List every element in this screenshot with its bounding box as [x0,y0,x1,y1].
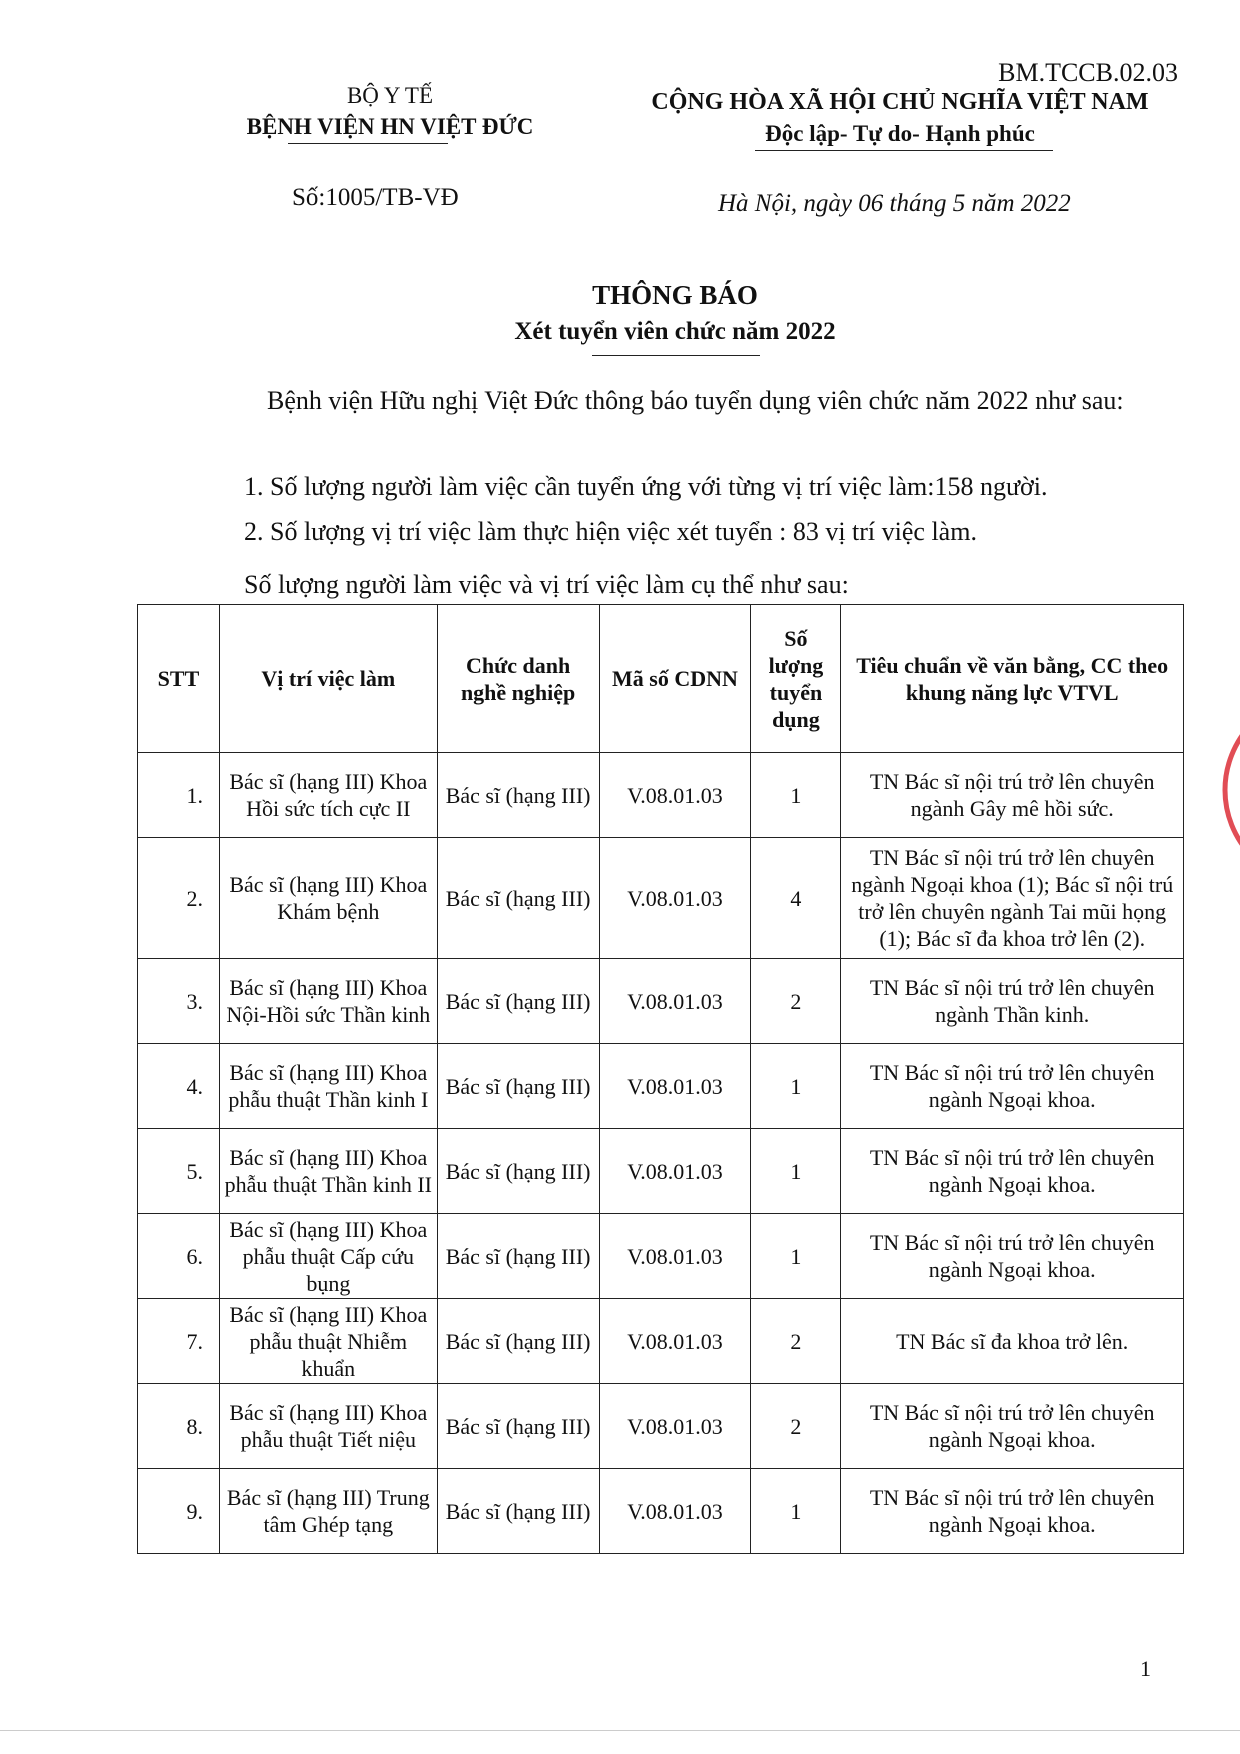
cell-title: Bác sĩ (hạng III) [437,1129,599,1214]
document-number: Số:1005/TB-VĐ [292,184,459,211]
table-row [138,1299,1184,1384]
cell-quantity: 1 [751,1469,841,1554]
cell-title: Bác sĩ (hạng III) [437,1384,599,1469]
cell-quantity: 2 [751,1384,841,1469]
cell-title: Bác sĩ (hạng III) [437,1214,599,1299]
cell-quantity: 1 [751,1214,841,1299]
issuer-underline [288,143,448,144]
cell-stt: 2. [138,838,220,959]
cell-code: V.08.01.03 [599,1044,751,1129]
issuer-header [180,80,600,142]
table-row [138,959,1184,1044]
cell-criteria: TN Bác sĩ nội trú trở lên chuyên ngành Thần kinh. [841,959,1184,1044]
cell-code: V.08.01.03 [599,838,751,959]
title-underline [592,355,760,356]
cell-quantity: 1 [751,1129,841,1214]
republic-name: CỘNG HÒA XÃ HỘI CHỦ NGHĨA VIỆT NAM [651,89,1149,115]
cell-stt: 5. [138,1129,220,1214]
cell-position: Bác sĩ (hạng III) Khoa phẫu thuật Thần kinh II [219,1129,437,1214]
cell-title: Bác sĩ (hạng III) [437,1044,599,1129]
cell-code: V.08.01.03 [599,1469,751,1554]
detail-lead: Số lượng người làm việc và vị trí việc làm cụ thể như sau: [244,570,849,599]
cell-quantity: 1 [751,1044,841,1129]
form-code: BM.TCCB.02.03 [998,58,1178,87]
cell-position: Bác sĩ (hạng III) Khoa Hồi sức tích cực II [219,753,437,838]
table-row [138,1044,1184,1129]
national-header [625,86,1175,150]
cell-title: Bác sĩ (hạng III) [437,1299,599,1384]
cell-position: Bác sĩ (hạng III) Khoa Nội-Hồi sức Thần kinh [219,959,437,1044]
cell-stt: 3. [138,959,220,1044]
header-stt: STT [138,605,220,753]
table-row [138,753,1184,838]
cell-criteria: TN Bác sĩ nội trú trở lên chuyên ngành Gây mê hồi sức. [841,753,1184,838]
cell-title: Bác sĩ (hạng III) [437,959,599,1044]
cell-title: Bác sĩ (hạng III) [437,1469,599,1554]
cell-stt: 9. [138,1469,220,1554]
cell-position: Bác sĩ (hạng III) Khoa phẫu thuật Thần kinh I [219,1044,437,1129]
cell-criteria: TN Bác sĩ đa khoa trở lên. [841,1299,1184,1384]
cell-criteria: TN Bác sĩ nội trú trở lên chuyên ngành Ngoại khoa. [841,1044,1184,1129]
table-row [138,1214,1184,1299]
cell-stt: 6. [138,1214,220,1299]
cell-position: Bác sĩ (hạng III) Trung tâm Ghép tạng [219,1469,437,1554]
header-criteria: Tiêu chuẩn về văn bằng, CC theo khung năng lực VTVL [841,605,1184,753]
cell-title: Bác sĩ (hạng III) [437,838,599,959]
cell-position: Bác sĩ (hạng III) Khoa Khám bệnh [219,838,437,959]
hospital-name: BỆNH VIỆN HN VIỆT ĐỨC [246,114,534,139]
cell-stt: 8. [138,1384,220,1469]
page-number: 1 [1140,1656,1151,1681]
cell-criteria: TN Bác sĩ nội trú trở lên chuyên ngành Ngoại khoa. [841,1214,1184,1299]
cell-stt: 4. [138,1044,220,1129]
motto-underline [755,150,1053,151]
item-2: 2. Số lượng vị trí việc làm thực hiện việc xét tuyển : 83 vị trí việc làm. [244,517,977,546]
intro-paragraph: Bệnh viện Hữu nghị Việt Đức thông báo tuyển dụng viên chức năm 2022 như sau: [267,386,1124,415]
cell-quantity: 4 [751,838,841,959]
place-date: Hà Nội, ngày 06 tháng 5 năm 2022 [718,190,1071,217]
cell-criteria: TN Bác sĩ nội trú trở lên chuyên ngành Ngoại khoa. [841,1129,1184,1214]
cell-criteria: TN Bác sĩ nội trú trở lên chuyên ngành Ngoại khoa. [841,1384,1184,1469]
table-header-row [138,605,1184,753]
page-bottom-rule [0,1730,1240,1731]
cell-stt: 7. [138,1299,220,1384]
cell-position: Bác sĩ (hạng III) Khoa phẫu thuật Tiết niệu [219,1384,437,1469]
recruitment-table [137,604,1184,1554]
document-subtitle: Xét tuyển viên chức năm 2022 [514,318,836,345]
cell-code: V.08.01.03 [599,1214,751,1299]
table-row [138,838,1184,959]
seal-stamp-fragment [1190,690,1240,890]
header-code: Mã số CDNN [599,605,751,753]
cell-quantity: 2 [751,959,841,1044]
cell-code: V.08.01.03 [599,1129,751,1214]
table-row [138,1129,1184,1214]
national-motto: Độc lập- Tự do- Hạnh phúc [765,121,1035,146]
table-row [138,1384,1184,1469]
cell-stt: 1. [138,753,220,838]
cell-title: Bác sĩ (hạng III) [437,753,599,838]
cell-code: V.08.01.03 [599,1299,751,1384]
header-quantity: Số lượng tuyển dụng [751,605,841,753]
document-title: THÔNG BÁO [592,280,758,310]
cell-quantity: 1 [751,753,841,838]
cell-code: V.08.01.03 [599,959,751,1044]
cell-position: Bác sĩ (hạng III) Khoa phẫu thuật Cấp cứu bụng [219,1214,437,1299]
cell-criteria: TN Bác sĩ nội trú trở lên chuyên ngành Ngoại khoa. [841,1469,1184,1554]
cell-code: V.08.01.03 [599,753,751,838]
cell-quantity: 2 [751,1299,841,1384]
table-row [138,1469,1184,1554]
cell-position: Bác sĩ (hạng III) Khoa phẫu thuật Nhiễm khuẩn [219,1299,437,1384]
header-position: Vị trí việc làm [219,605,437,753]
ministry-name: BỘ Y TẾ [346,83,434,108]
header-title: Chức danh nghề nghiệp [437,605,599,753]
cell-criteria: TN Bác sĩ nội trú trở lên chuyên ngành Ngoại khoa (1); Bác sĩ nội trú trở lên chuyên ngành Tai mũi họng (1); Bác sĩ đa khoa trở lên (2). [841,838,1184,959]
cell-code: V.08.01.03 [599,1384,751,1469]
item-1: 1. Số lượng người làm việc cần tuyển ứng với từng vị trí việc làm:158 người. [244,472,1048,501]
